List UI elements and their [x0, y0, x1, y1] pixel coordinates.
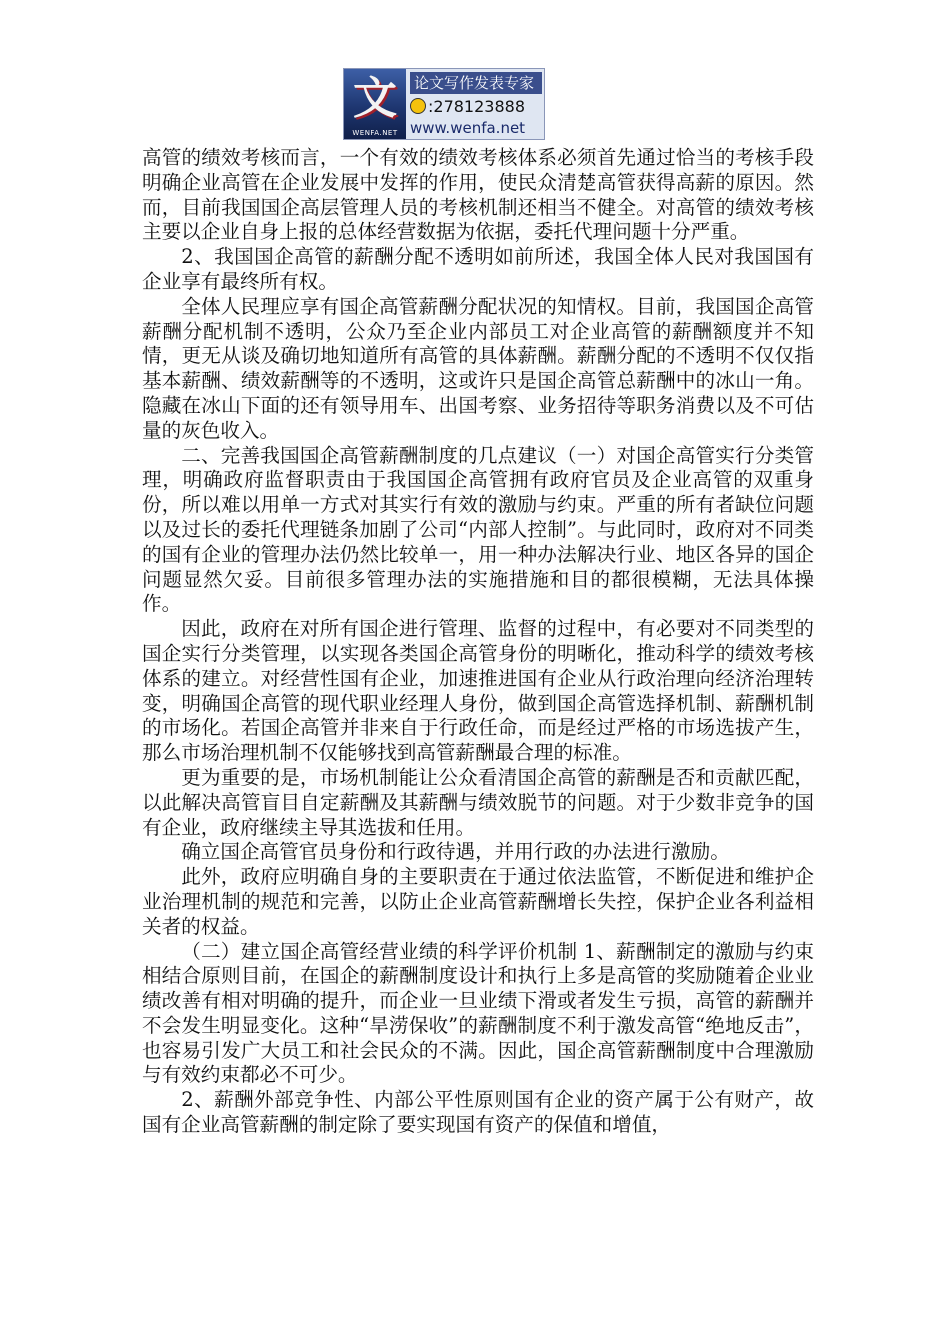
paragraph-1: 高管的绩效考核而言，一个有效的绩效考核体系必须首先通过恰当的考核手段明确企业高管在企业发展中发挥的作用，使民众清楚高管获得高薪的原因。然而，目前我国国企高层管理人员的考核机制还相当不健全。对高管的绩效考核主要以企业自身上报的总体经营数据为依据，委托代理问题十分严重。 [142, 146, 814, 244]
paragraph-6: 更为重要的是，市场机制能让公众看清国企高管的薪酬是否和贡献匹配，以此解决高管盲目自定薪酬及其薪酬与绩效脱节的问题。对于少数非竞争的国有企业，政府继续主导其选拔和任用。 [142, 765, 814, 839]
qq-number: :278123888 [428, 97, 526, 116]
banner-qq [410, 97, 525, 117]
paragraph-4: 二、完善我国国企高管薪酬制度的几点建议（一）对国企高管实行分类管理，明确政府监督职责由于我国国企高管拥有政府官员及企业高管的双重身份，所以难以用单一方式对其实行有效的激励与约束。严重的所有者缺位问题以及过长的委托代理链条加剧了公司“内部人控制”。与此同时，政府对不同类的国有企业的管理办法仍然比较单一，用一种办法解决行业、地区各异的国企问题显然欠妥。目前很多管理办法的实施措施和目的都很模糊，无法具体操作。 [142, 443, 814, 616]
qq-icon [410, 98, 426, 114]
paragraph-2: 2、我国国企高管的薪酬分配不透明如前所述，我国全体人民对我国国有企业享有最终所有权。 [142, 245, 814, 293]
paragraph-7: 确立国企高管官员身份和行政待遇，并用行政的办法进行激励。 [181, 840, 730, 864]
article-body [142, 146, 814, 1138]
paragraph-5: 因此，政府在对所有国企进行管理、监督的过程中，有必要对不同类型的国企实行分类管理，以实现各类国企高管身份的明晰化，推动科学的绩效考核体系的建立。对经营性国有企业，加速推进国有企业从行政治理向经济治理转变，明确国企高管的现代职业经理人身份，做到国企高管选择机制、薪酬机制的市场化。若国企高管并非来自于行政任命，而是经过严格的市场选拔产生，那么市场治理机制不仅能够找到高管薪酬最合理的标准。 [142, 617, 814, 765]
logo-glyph: 文 [353, 73, 397, 124]
paragraph-3: 全体人民理应享有国企高管薪酬分配状况的知情权。目前，我国国企高管薪酬分配机制不透明，公众乃至企业内部员工对企业高管的薪酬额度并不知情，更无从谈及确切地知道所有高管的具体薪酬。薪酬分配的不透明不仅仅指基本薪酬、绩效薪酬等的不透明，这或许只是国企高管总薪酬中的冰山一角。隐藏在冰山下面的还有领导用车、出国考察、业务招待等职务消费以及不可估量的灰色收入。 [142, 294, 814, 442]
banner-url[interactable]: www.wenfa.net [410, 119, 526, 137]
site-banner[interactable] [343, 68, 545, 140]
paragraph-10: 2、薪酬外部竞争性、内部公平性原则国有企业的资产属于公有财产，故国有企业高管薪酬的制定除了要实现国有资产的保值和增值， [142, 1088, 814, 1137]
site-logo [344, 69, 406, 139]
logo-subtext: WENFA.NET [352, 129, 398, 137]
banner-title: 论文写作发表专家 [410, 72, 542, 94]
paragraph-8: 此外，政府应明确自身的主要职责在于通过依法监管，不断促进和维护企业治理机制的规范和完善，以防止企业高管薪酬增长失控，保护企业各利益相关者的权益。 [142, 865, 814, 938]
paragraph-9: （二）建立国企高管经营业绩的科学评价机制 1、薪酬制定的激励与约束相结合原则目前，在国企的薪酬制度设计和执行上多是高管的奖励随着企业业绩改善有相对明确的提升，而企业一旦业绩下滑或者发生亏损，高管的薪酬并不会发生明显变化。这种“旱涝保收”的薪酬制度不利于激发高管“绝地反击”，也容易引发广大员工和社会民众的不满。因此，国企高管薪酬制度中合理激励与有效约束都必不可少。 [142, 939, 814, 1087]
